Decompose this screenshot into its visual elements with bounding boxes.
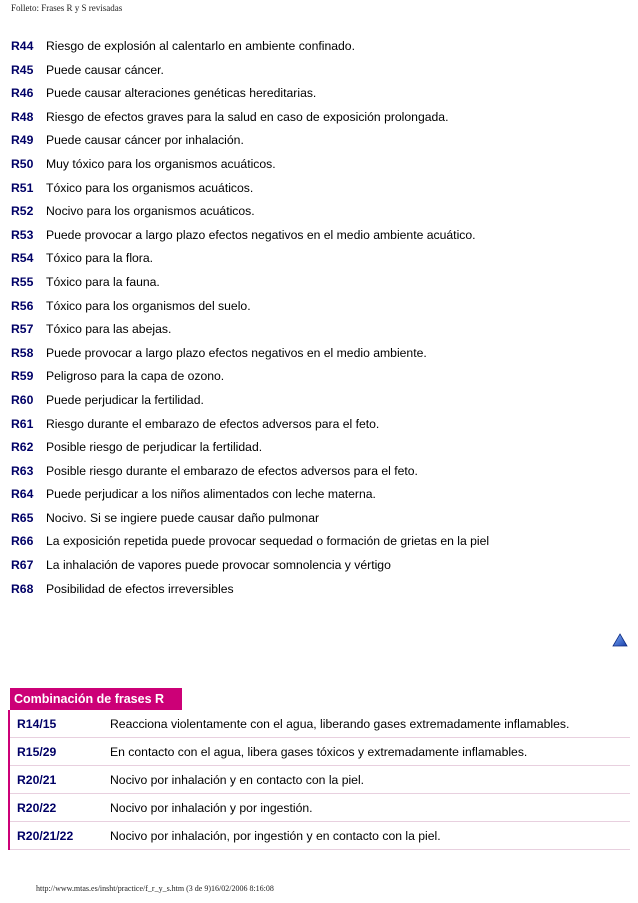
phrase-text: Riesgo durante el embarazo de efectos adversos para el feto. [46, 416, 380, 431]
phrase-text: Puede provocar a largo plazo efectos negativos en el medio ambiente acuático. [46, 227, 476, 242]
list-item [11, 203, 489, 227]
phrase-text: Tóxico para los organismos del suelo. [46, 298, 251, 313]
phrase-text: Tóxico para las abejas. [46, 322, 172, 337]
phrase-code: R63 [11, 463, 34, 478]
list-item [11, 321, 489, 345]
phrase-text: Posibilidad de efectos irreversibles [46, 581, 234, 596]
phrase-text: Puede perjudicar a los niños alimentados con leche materna. [46, 487, 376, 502]
phrase-code: R56 [11, 298, 34, 313]
phrase-text: La exposición repetida puede provocar sequedad o formación de grietas en la piel [46, 534, 490, 549]
table-row [10, 738, 630, 766]
phrase-text: Puede causar cáncer. [46, 62, 164, 77]
phrase-text: Riesgo de explosión al calentarlo en ambiente confinado. [46, 39, 355, 53]
table-row [10, 822, 630, 850]
phrase-code: R49 [11, 133, 34, 148]
phrase-code: R64 [11, 487, 34, 502]
phrase-code: R55 [11, 274, 34, 289]
phrase-text: Posible riesgo durante el embarazo de efectos adversos para el feto. [46, 463, 418, 478]
phrase-text: Peligroso para la capa de ozono. [46, 369, 225, 384]
phrase-text: Puede perjudicar la fertilidad. [46, 392, 204, 407]
combination-code: R20/22 [10, 794, 105, 822]
list-item [11, 439, 489, 463]
combination-text: Nocivo por inhalación, por ingestión y en contacto con la piel. [105, 822, 630, 850]
list-item [11, 416, 489, 440]
phrase-code: R58 [11, 345, 34, 360]
phrase-text: Posible riesgo de perjudicar la fertilidad. [46, 440, 263, 455]
phrase-code: R61 [11, 416, 34, 431]
list-item [11, 38, 489, 62]
list-item [11, 250, 489, 274]
table-row [10, 794, 630, 822]
list-item [11, 463, 489, 487]
phrase-code: R44 [11, 39, 34, 53]
phrase-text: Puede causar alteraciones genéticas hereditarias. [46, 86, 317, 101]
phrase-code: R45 [11, 62, 34, 77]
combination-text: Reacciona violentamente con el agua, liberando gases extremadamente inflamables. [105, 710, 630, 738]
list-item [11, 486, 489, 510]
footer-url: http://www.mtas.es/insht/practice/f_r_y_s.htm (3 de 9)16/02/2006 8:16:08 [36, 884, 274, 893]
phrase-code: R51 [11, 180, 34, 195]
phrase-code: R50 [11, 156, 34, 171]
list-item [11, 109, 489, 133]
phrase-text: Tóxico para la fauna. [46, 274, 160, 289]
list-item [11, 180, 489, 204]
list-item [11, 85, 489, 109]
combination-text: Nocivo por inhalación y por ingestión. [105, 794, 630, 822]
phrase-code: R52 [11, 204, 34, 219]
phrase-text: Nocivo. Si se ingiere puede causar daño pulmonar [46, 510, 320, 525]
combination-code: R20/21 [10, 766, 105, 794]
combination-text: Nocivo por inhalación y en contacto con la piel. [105, 766, 630, 794]
list-item [11, 392, 489, 416]
phrase-code: R62 [11, 440, 34, 455]
phrase-code: R59 [11, 369, 34, 384]
phrase-code: R65 [11, 510, 34, 525]
list-item [11, 156, 489, 180]
list-item [11, 557, 489, 581]
phrase-text: Muy tóxico para los organismos acuáticos. [46, 156, 276, 171]
phrase-code: R67 [11, 558, 34, 573]
list-item [11, 368, 489, 392]
list-item [11, 298, 489, 322]
list-item [11, 510, 489, 534]
section-title-combinacion: Combinación de frases R [10, 688, 182, 710]
table-row [10, 766, 630, 794]
list-item [11, 274, 489, 298]
phrase-text: Tóxico para los organismos acuáticos. [46, 180, 254, 195]
up-arrow-icon [612, 633, 628, 647]
list-item [11, 62, 489, 86]
phrase-code: R66 [11, 534, 34, 549]
combination-text: En contacto con el agua, libera gases tóxicos y extremadamente inflamables. [105, 738, 630, 766]
document-title: Folleto: Frases R y S revisadas [11, 3, 123, 13]
phrase-text: Puede causar cáncer por inhalación. [46, 133, 244, 148]
phrase-code: R57 [11, 322, 34, 337]
table-row [10, 710, 630, 738]
phrase-code: R53 [11, 227, 34, 242]
phrase-code: R48 [11, 109, 34, 124]
list-item [11, 132, 489, 156]
list-item [11, 345, 489, 369]
phrase-code: R68 [11, 581, 34, 596]
phrase-text: Puede provocar a largo plazo efectos negativos en el medio ambiente. [46, 345, 427, 360]
phrase-text: Tóxico para la flora. [46, 251, 154, 266]
phrase-code: R54 [11, 251, 34, 266]
list-item [11, 533, 489, 557]
list-item [11, 581, 489, 605]
phrase-code: R46 [11, 86, 34, 101]
phrase-text: Nocivo para los organismos acuáticos. [46, 204, 255, 219]
phrase-code: R60 [11, 392, 34, 407]
back-to-top-link[interactable] [612, 633, 628, 647]
combination-code: R14/15 [10, 710, 105, 738]
combination-code: R20/21/22 [10, 822, 105, 850]
r-phrase-list [11, 38, 489, 604]
list-item [11, 227, 489, 251]
phrase-text: La inhalación de vapores puede provocar somnolencia y vértigo [46, 558, 391, 573]
phrase-text: Riesgo de efectos graves para la salud en caso de exposición prolongada. [46, 109, 449, 124]
combination-table [8, 710, 630, 850]
combination-code: R15/29 [10, 738, 105, 766]
